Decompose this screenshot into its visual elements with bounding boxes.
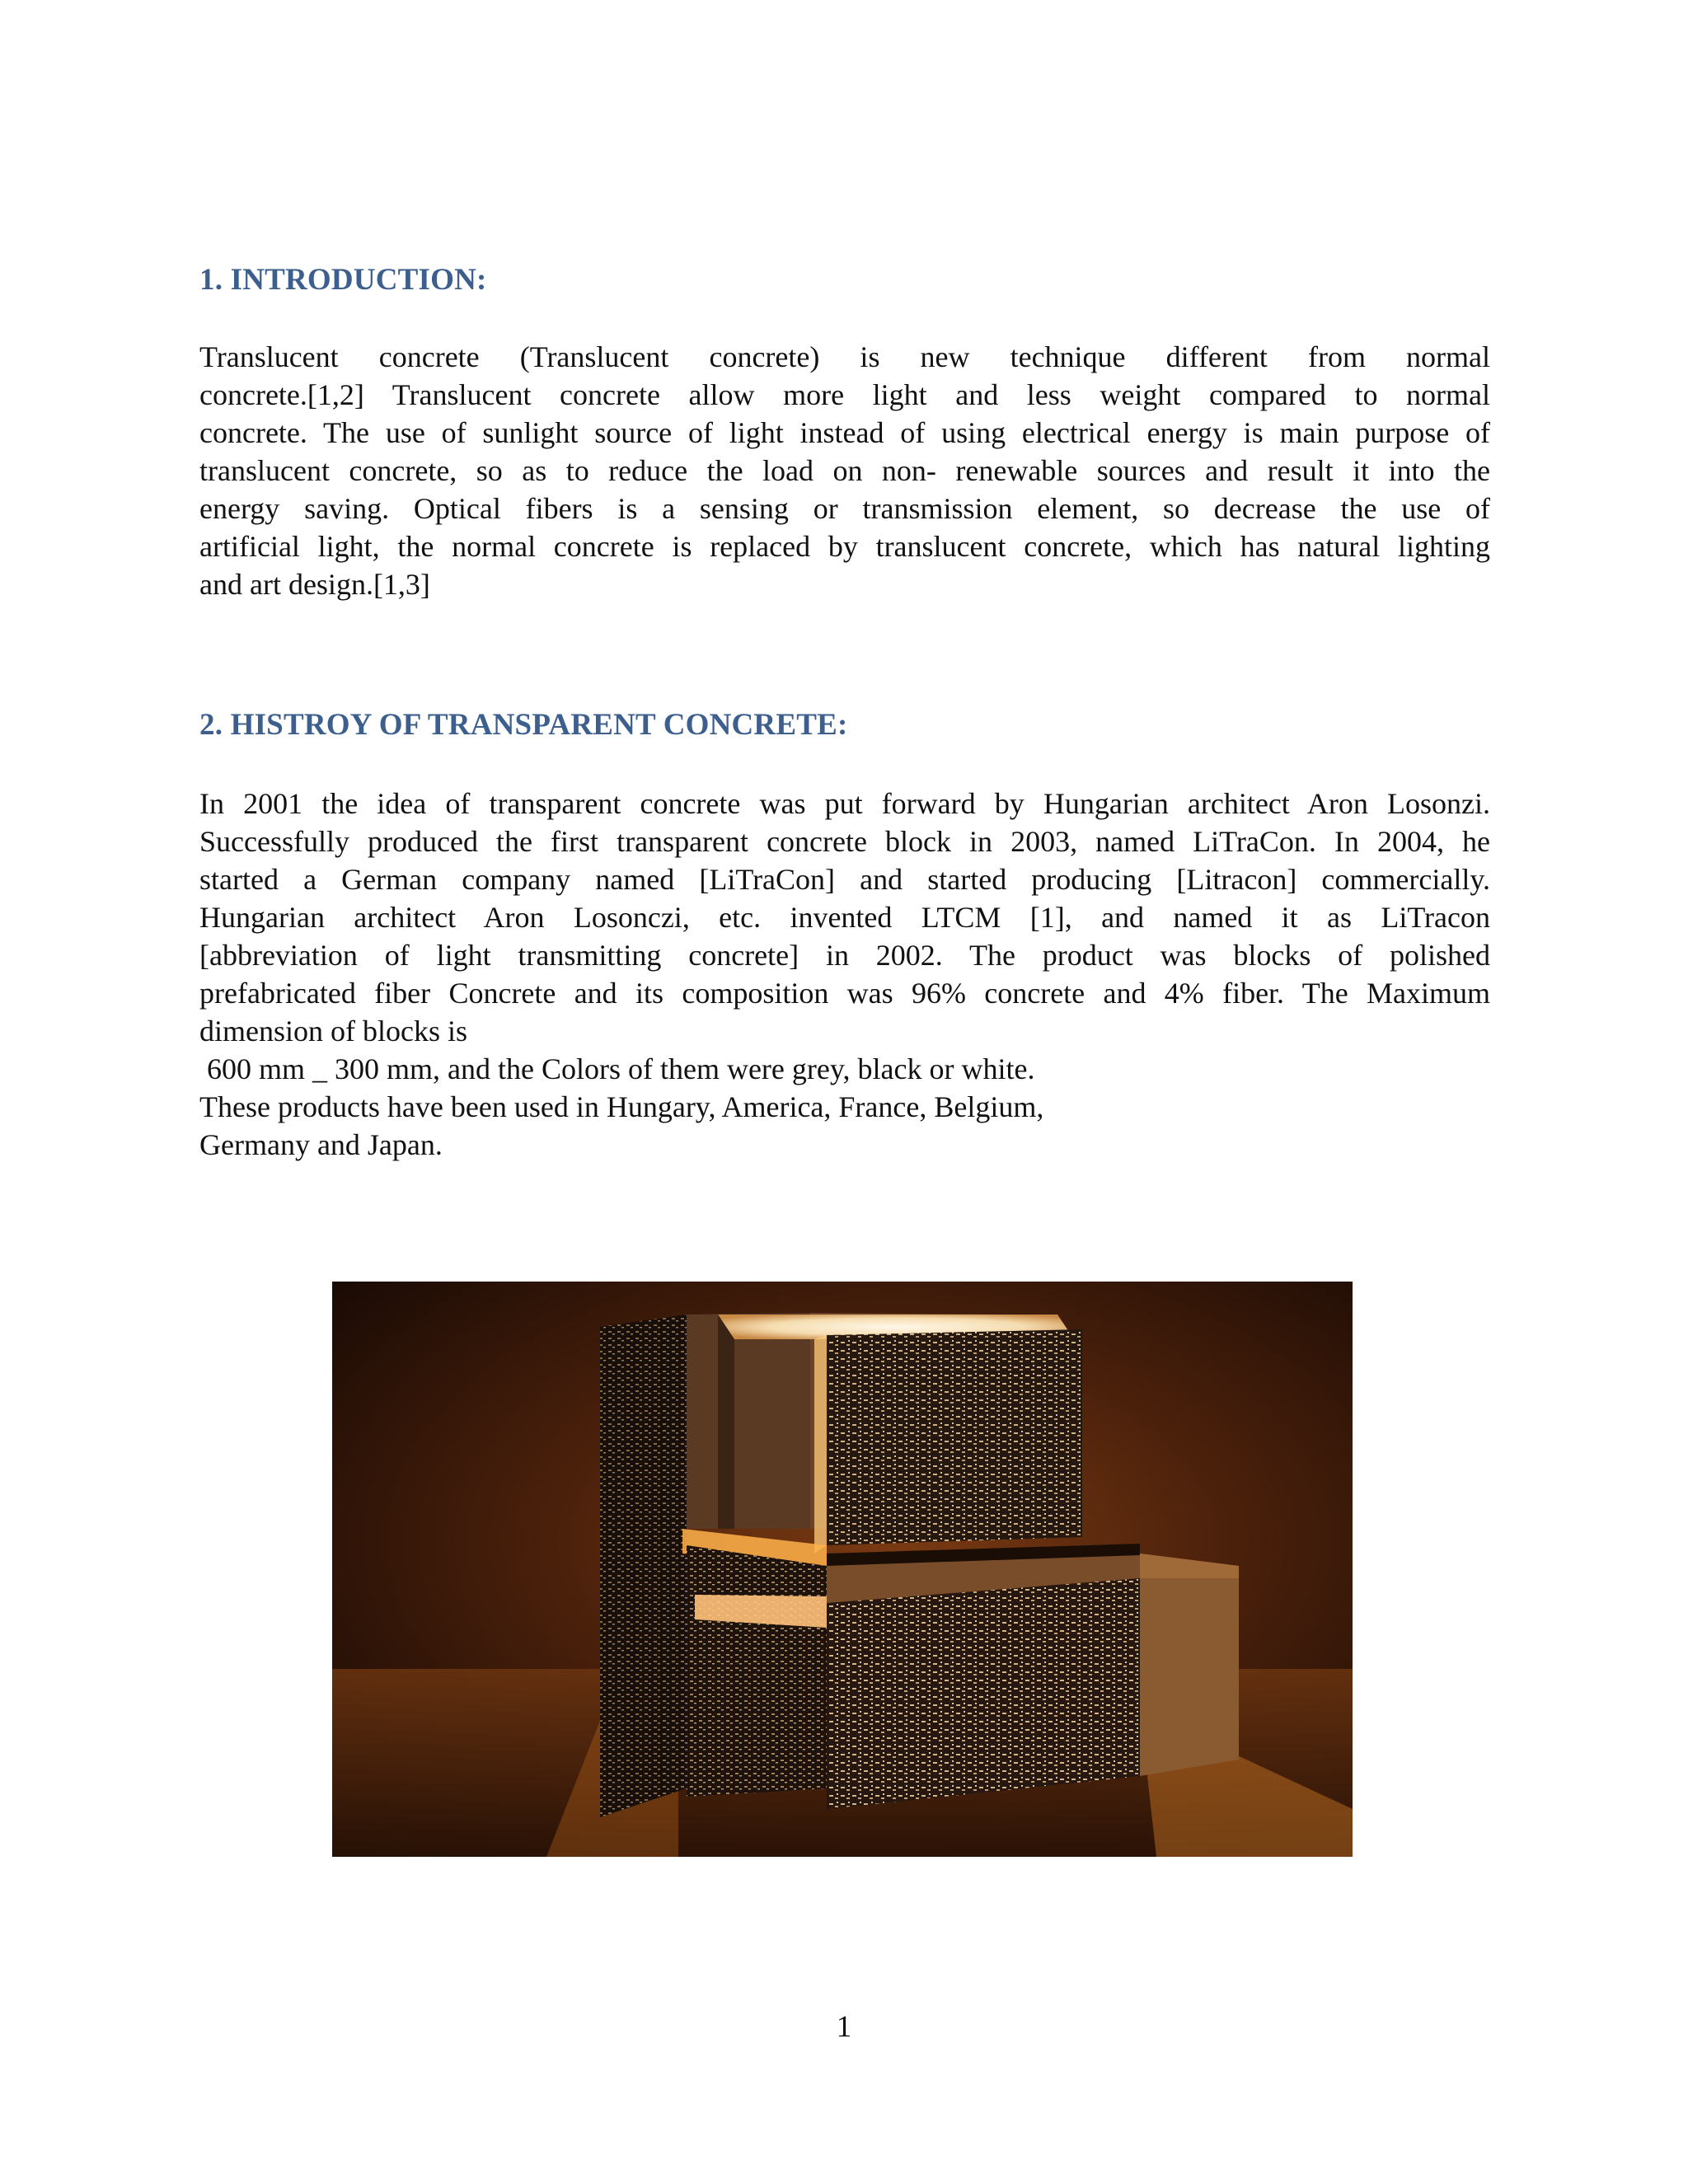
paragraph-line: artificial light, the normal concrete is replaced by translucent concrete, which has natural lighting bbox=[199, 530, 1490, 563]
history-paragraph bbox=[199, 785, 1490, 1050]
text-line: 600 mm _ 300 mm, and the Colors of them were grey, black or white. bbox=[199, 1052, 1035, 1085]
paragraph-line: dimension of blocks is bbox=[199, 1015, 467, 1047]
paragraph-line: translucent concrete, so as to reduce the load on non- renewable sources and result it into the bbox=[199, 454, 1490, 487]
paragraph-line: started a German company named [LiTraCon] and started producing [Litracon] commercially. bbox=[199, 863, 1490, 896]
lamp-photo-illustration bbox=[332, 1282, 1353, 1857]
translucent-concrete-lamp-photo bbox=[332, 1282, 1353, 1857]
paragraph-line: concrete. The use of sunlight source of light instead of using electrical energy is main purpose of bbox=[199, 416, 1490, 449]
paragraph-line: In 2001 the idea of transparent concrete was put forward by Hungarian architect Aron Losonzi. bbox=[199, 787, 1490, 820]
paragraph-line: and art design.[1,3] bbox=[199, 568, 430, 601]
text-line: Germany and Japan. bbox=[199, 1128, 443, 1161]
paragraph-line: [abbreviation of light transmitting concrete] in 2002. The product was blocks of polished bbox=[199, 939, 1490, 972]
paragraph-line: concrete.[1,2] Translucent concrete allow more light and less weight compared to normal bbox=[199, 378, 1490, 411]
history-extra-lines bbox=[199, 1050, 1043, 1164]
introduction-paragraph bbox=[199, 338, 1490, 603]
section-heading-introduction: 1. INTRODUCTION: bbox=[199, 263, 487, 297]
paragraph-line: Hungarian architect Aron Losonczi, etc. invented LTCM [1], and named it as LiTracon bbox=[199, 901, 1490, 934]
paragraph-line: energy saving. Optical fibers is a sensing or transmission element, so decrease the use of bbox=[199, 492, 1490, 525]
page-number: 1 bbox=[836, 2010, 852, 2044]
paragraph-line: Translucent concrete (Translucent concrete) is new technique different from normal bbox=[199, 340, 1490, 373]
paragraph-line: Successfully produced the first transparent concrete block in 2003, named LiTraCon. In 2004, he bbox=[199, 825, 1490, 858]
section-heading-history: 2. HISTROY OF TRANSPARENT CONCRETE: bbox=[199, 708, 848, 742]
paragraph-line: prefabricated fiber Concrete and its composition was 96% concrete and 4% fiber. The Maximum bbox=[199, 977, 1490, 1010]
text-line: These products have been used in Hungary, America, France, Belgium, bbox=[199, 1090, 1044, 1123]
